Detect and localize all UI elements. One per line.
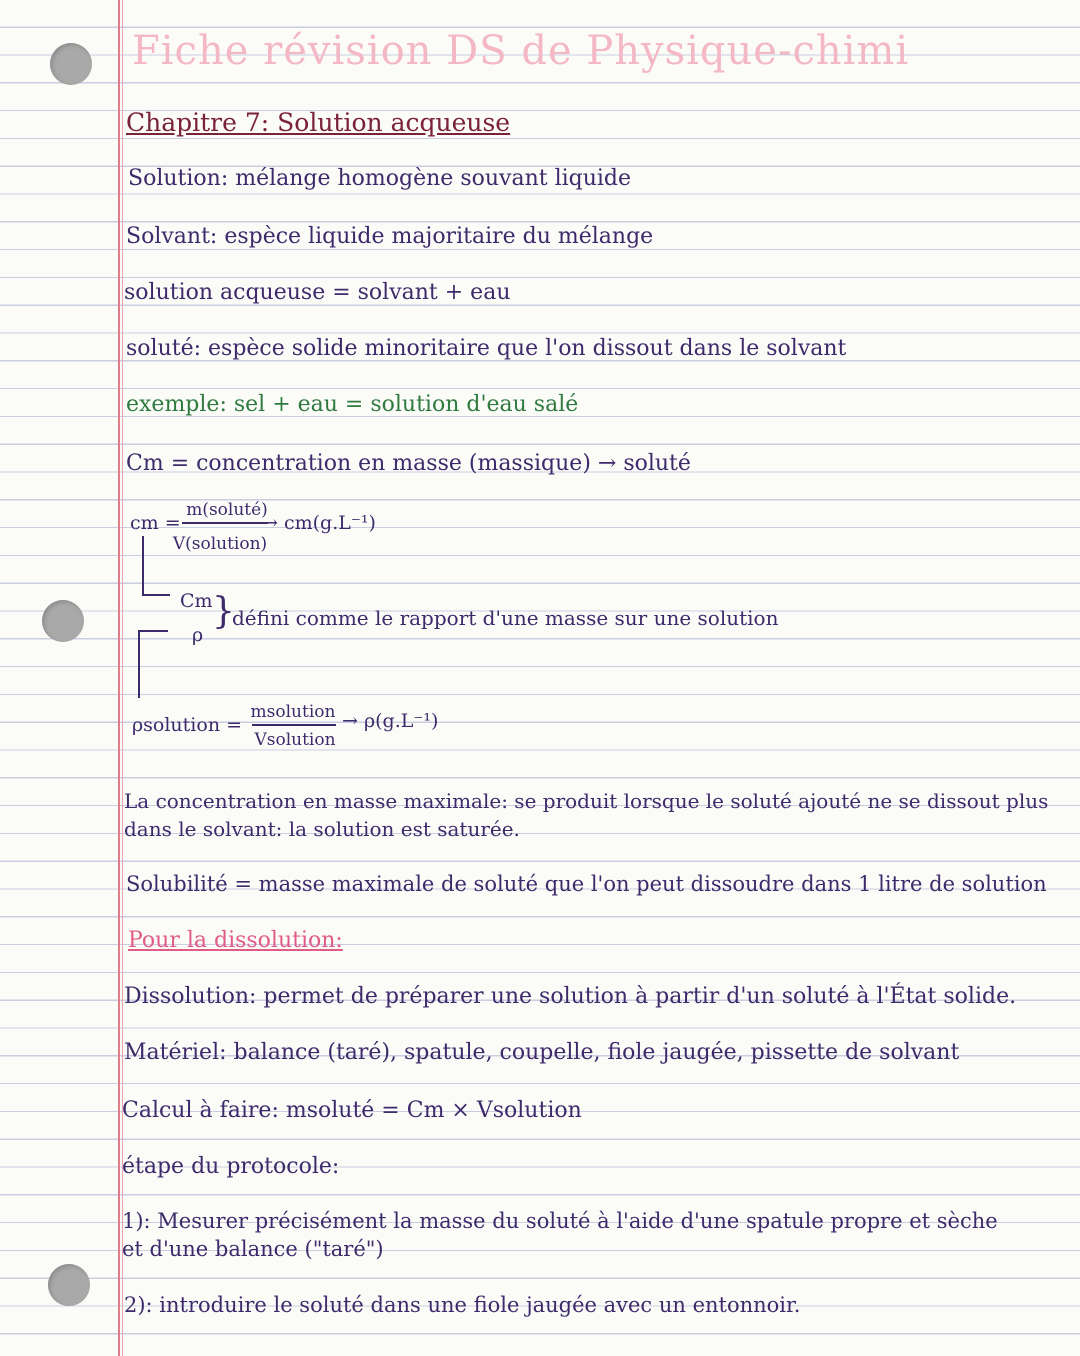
cm-definition: Cm = concentration en masse (massique) → soluté	[126, 451, 691, 476]
cm-rho-definition: défini comme le rapport d'une masse sur une solution	[232, 606, 779, 630]
rho-symbol: ρ	[192, 624, 204, 646]
calculation-line: Calcul à faire: msoluté = Cm × Vsolution	[122, 1098, 582, 1123]
rho-formula-label: ρsolution =	[132, 714, 243, 736]
margin-line-secondary	[122, 0, 123, 1356]
cm-symbol: Cm	[180, 590, 213, 612]
cm-numerator: m(soluté)	[186, 500, 268, 520]
solubility-definition: Solubilité = masse maximale de soluté que l'on peut dissoudre dans 1 litre de solution	[126, 872, 1047, 896]
curly-brace: }	[212, 591, 235, 632]
page-title: Fiche révision DS de Physique-chimi	[132, 28, 910, 74]
binder-hole-bottom	[48, 1264, 90, 1306]
solution-definition: Solution: mélange homogène souvant liquide	[128, 166, 632, 191]
equipment-list: Matériel: balance (taré), spatule, coupelle, fiole jaugée, pissette de solvant	[124, 1040, 960, 1065]
solute-definition: soluté: espèce solide minoritaire que l'on dissout dans le solvant	[126, 336, 847, 361]
solvant-definition: Solvant: espèce liquide majoritaire du mélange	[126, 224, 654, 249]
protocol-step-1-line1: 1): Mesurer précisément la masse du soluté à l'aide d'une spatule propre et sèche	[122, 1209, 998, 1233]
connector-horizontal-1	[142, 594, 170, 596]
aqueous-solution-line: solution acqueuse = solvant + eau	[124, 280, 511, 305]
cm-fraction-bar	[182, 522, 268, 524]
rho-numerator: msolution	[250, 702, 336, 722]
binder-hole-top	[50, 43, 92, 85]
cm-denominator: V(solution)	[172, 534, 268, 554]
max-concentration-line2: dans le solvant: la solution est saturée.	[124, 817, 520, 841]
cm-formula-label: cm =	[130, 512, 181, 534]
rho-denominator: Vsolution	[254, 730, 336, 750]
example-line: exemple: sel + eau = solution d'eau salé	[126, 392, 579, 417]
connector-vertical-2	[138, 630, 140, 698]
binder-hole-middle	[42, 600, 84, 642]
connector-horizontal-2	[138, 630, 168, 632]
rho-unit: → ρ(g.L⁻¹)	[342, 710, 439, 732]
dissolution-definition: Dissolution: permet de préparer une solution à partir d'un soluté à l'État solide.	[124, 984, 1017, 1009]
protocol-step-2: 2): introduire le soluté dans une fiole jaugée avec un entonnoir.	[124, 1293, 801, 1317]
chapter-heading: Chapitre 7: Solution acqueuse	[126, 108, 511, 137]
rho-fraction-bar	[252, 724, 336, 726]
connector-vertical-1	[142, 536, 144, 594]
margin-line	[118, 0, 120, 1356]
dissolution-heading: Pour la dissolution:	[128, 928, 343, 953]
cm-unit: → cm(g.L⁻¹)	[262, 512, 376, 534]
max-concentration-line1: La concentration en masse maximale: se produit lorsque le soluté ajouté ne se dissout plus	[124, 789, 1049, 813]
protocol-heading: étape du protocole:	[122, 1154, 340, 1179]
protocol-step-1-line2: et d'une balance ("taré")	[122, 1237, 384, 1261]
